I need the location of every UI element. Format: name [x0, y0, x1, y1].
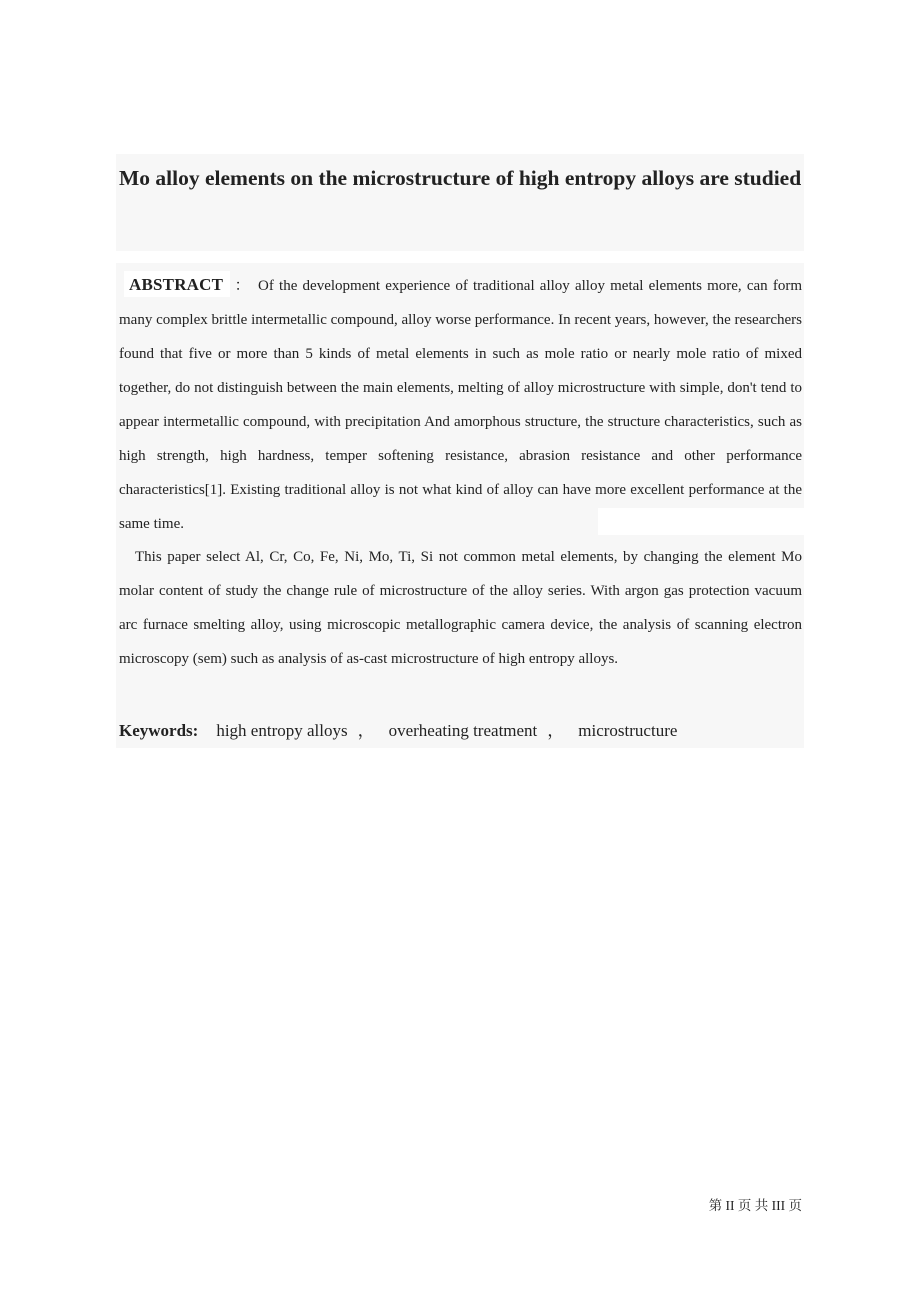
- keywords-label: Keywords:: [119, 721, 199, 740]
- keyword-separator: ，: [357, 721, 375, 740]
- abstract-paragraph-1: [119, 268, 802, 541]
- keyword-item: overheating treatment: [388, 721, 538, 740]
- keyword-item: microstructure: [578, 721, 678, 740]
- keyword-item: high entropy alloys: [216, 721, 348, 740]
- abstract-colon: ：: [233, 278, 252, 294]
- page-footer: 第 II 页 共 III 页: [708, 1198, 802, 1213]
- abstract-label: ABSTRACT: [129, 275, 224, 294]
- keyword-separator: ，: [547, 721, 565, 740]
- title-block: [116, 154, 804, 251]
- abstract-paragraph-1-text: Of the development experience of traditional alloy alloy metal elements more, can form many complex brittle intermetallic compound, alloy worse performance. In recent years, however, the researchers found that five or more than 5 kinds of metal elements in such as mole ratio or nearly mole ratio of mixed together, do not distinguish between the main elements, melting of alloy microstructure with simple, don't tend to appear intermetallic compound, with precipitation And amorphous structure, the structure characteristics, such as high strength, high hardness, temper softening resistance, abrasion resistance and other performance characteristics[1]. Existing traditional alloy is not what kind of alloy can have more excellent performance at the same time.: [119, 278, 802, 532]
- abstract-paragraph-2: This paper select Al, Cr, Co, Fe, Ni, Mo, Ti, Si not common metal elements, by changing the element Mo molar content of study the change rule of microstructure of the alloy series. With argon gas protection vacuum arc furnace smelting alloy, using microscopic metallographic camera device, the analysis of scanning electron microscopy (sem) such as analysis of as-cast microstructure of high entropy alloys.: [119, 549, 802, 667]
- keywords-line: [119, 715, 802, 747]
- document-title: Mo alloy elements on the microstructure of high entropy alloys are studied: [119, 166, 802, 190]
